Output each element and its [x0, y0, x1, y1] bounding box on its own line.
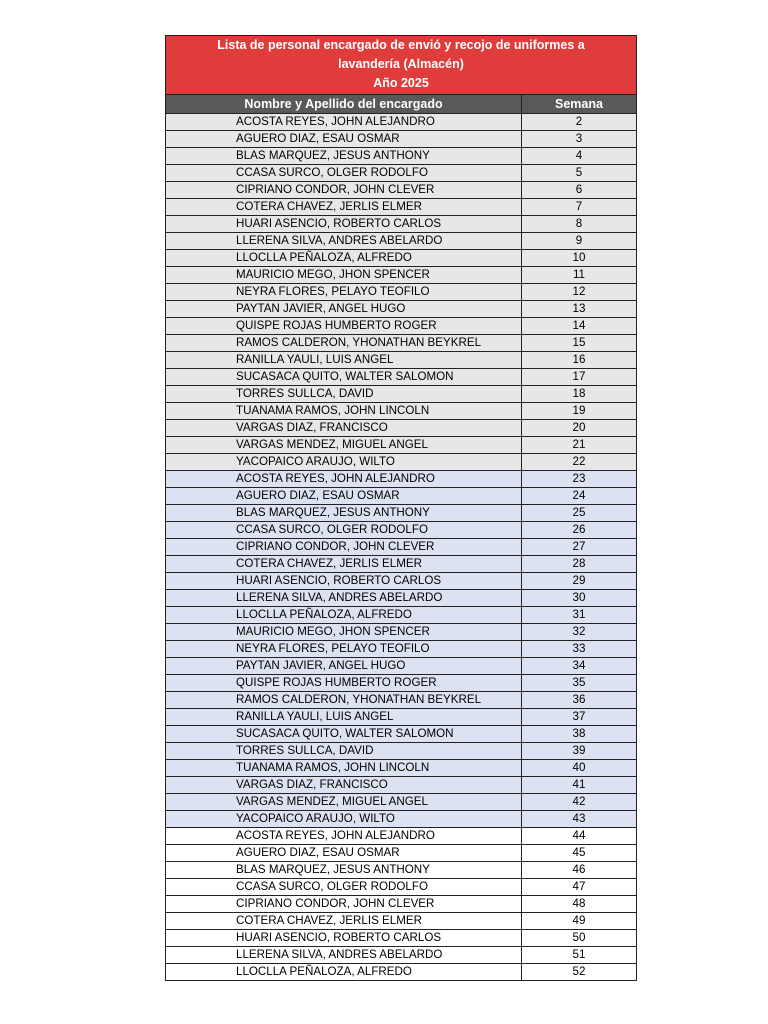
employee-name-cell: AGUERO DIAZ, ESAU OSMAR: [166, 131, 522, 148]
week-number-cell: 22: [522, 454, 637, 471]
week-number-cell: 33: [522, 641, 637, 658]
employee-name-cell: BLAS MARQUEZ, JESUS ANTHONY: [166, 862, 522, 879]
table-row: [166, 437, 636, 454]
employee-name-cell: LLOCLLA PEÑALOZA, ALFREDO: [166, 964, 522, 981]
employee-name-cell: CCASA SURCO, OLGER RODOLFO: [166, 165, 522, 182]
employee-name-cell: LLOCLLA PEÑALOZA, ALFREDO: [166, 607, 522, 624]
table-row: [166, 760, 636, 777]
title-line-3: Año 2025: [373, 76, 429, 90]
week-number-cell: 23: [522, 471, 637, 488]
week-number-cell: 34: [522, 658, 637, 675]
table-row: [166, 369, 636, 386]
week-number-cell: 47: [522, 879, 637, 896]
week-number-cell: 18: [522, 386, 637, 403]
week-number-cell: 16: [522, 352, 637, 369]
column-header-name: Nombre y Apellido del encargado: [166, 95, 522, 114]
week-number-cell: 26: [522, 522, 637, 539]
week-number-cell: 24: [522, 488, 637, 505]
table-row: [166, 148, 636, 165]
employee-name-cell: BLAS MARQUEZ, JESUS ANTHONY: [166, 148, 522, 165]
employee-name-cell: TUANAMA RAMOS, JOHN LINCOLN: [166, 760, 522, 777]
week-number-cell: 39: [522, 743, 637, 760]
table-row: [166, 573, 636, 590]
table-row: [166, 947, 636, 964]
employee-name-cell: CIPRIANO CONDOR, JOHN CLEVER: [166, 896, 522, 913]
employee-name-cell: CIPRIANO CONDOR, JOHN CLEVER: [166, 539, 522, 556]
title-block: [166, 36, 636, 95]
employee-name-cell: MAURICIO MEGO, JHON SPENCER: [166, 624, 522, 641]
week-number-cell: 44: [522, 828, 637, 845]
employee-name-cell: MAURICIO MEGO, JHON SPENCER: [166, 267, 522, 284]
week-number-cell: 2: [522, 114, 637, 131]
employee-name-cell: HUARI ASENCIO, ROBERTO CARLOS: [166, 573, 522, 590]
employee-name-cell: CCASA SURCO, OLGER RODOLFO: [166, 879, 522, 896]
employee-name-cell: NEYRA FLORES, PELAYO TEOFILO: [166, 641, 522, 658]
table-row: [166, 250, 636, 267]
table-row: [166, 403, 636, 420]
employee-name-cell: VARGAS DIAZ, FRANCISCO: [166, 777, 522, 794]
table-row: [166, 675, 636, 692]
week-number-cell: 20: [522, 420, 637, 437]
table-body: [166, 114, 636, 981]
employee-name-cell: COTERA CHAVEZ, JERLIS ELMER: [166, 199, 522, 216]
week-number-cell: 12: [522, 284, 637, 301]
week-number-cell: 52: [522, 964, 637, 981]
week-number-cell: 3: [522, 131, 637, 148]
week-number-cell: 49: [522, 913, 637, 930]
table-row: [166, 318, 636, 335]
week-number-cell: 46: [522, 862, 637, 879]
table-row: [166, 845, 636, 862]
table-row: [166, 420, 636, 437]
employee-name-cell: SUCASACA QUITO, WALTER SALOMON: [166, 369, 522, 386]
table-row: [166, 862, 636, 879]
week-number-cell: 14: [522, 318, 637, 335]
employee-name-cell: QUISPE ROJAS HUMBERTO ROGER: [166, 675, 522, 692]
week-number-cell: 25: [522, 505, 637, 522]
week-number-cell: 48: [522, 896, 637, 913]
week-number-cell: 4: [522, 148, 637, 165]
table-row: [166, 267, 636, 284]
employee-name-cell: ACOSTA REYES, JOHN ALEJANDRO: [166, 828, 522, 845]
employee-name-cell: TUANAMA RAMOS, JOHN LINCOLN: [166, 403, 522, 420]
week-number-cell: 30: [522, 590, 637, 607]
week-number-cell: 36: [522, 692, 637, 709]
employee-name-cell: LLERENA SILVA, ANDRES ABELARDO: [166, 233, 522, 250]
employee-name-cell: HUARI ASENCIO, ROBERTO CARLOS: [166, 216, 522, 233]
employee-name-cell: COTERA CHAVEZ, JERLIS ELMER: [166, 913, 522, 930]
table-row: [166, 182, 636, 199]
employee-name-cell: AGUERO DIAZ, ESAU OSMAR: [166, 488, 522, 505]
week-number-cell: 10: [522, 250, 637, 267]
week-number-cell: 21: [522, 437, 637, 454]
week-number-cell: 19: [522, 403, 637, 420]
title-line-1: Lista de personal encargado de envió y recojo de uniformes a: [217, 38, 585, 52]
table-row: [166, 539, 636, 556]
week-number-cell: 11: [522, 267, 637, 284]
week-number-cell: 13: [522, 301, 637, 318]
table-row: [166, 233, 636, 250]
employee-name-cell: AGUERO DIAZ, ESAU OSMAR: [166, 845, 522, 862]
table-row: [166, 454, 636, 471]
employee-name-cell: VARGAS MENDEZ, MIGUEL ANGEL: [166, 794, 522, 811]
week-number-cell: 28: [522, 556, 637, 573]
table-row: [166, 488, 636, 505]
table-row: [166, 658, 636, 675]
employee-name-cell: CCASA SURCO, OLGER RODOLFO: [166, 522, 522, 539]
employee-name-cell: PAYTAN JAVIER, ANGEL HUGO: [166, 301, 522, 318]
table-row: [166, 556, 636, 573]
employee-name-cell: LLOCLLA PEÑALOZA, ALFREDO: [166, 250, 522, 267]
employee-name-cell: COTERA CHAVEZ, JERLIS ELMER: [166, 556, 522, 573]
employee-name-cell: CIPRIANO CONDOR, JOHN CLEVER: [166, 182, 522, 199]
table-row: [166, 199, 636, 216]
week-number-cell: 29: [522, 573, 637, 590]
employee-name-cell: LLERENA SILVA, ANDRES ABELARDO: [166, 947, 522, 964]
employee-name-cell: RAMOS CALDERON, YHONATHAN BEYKREL: [166, 335, 522, 352]
week-number-cell: 51: [522, 947, 637, 964]
week-number-cell: 9: [522, 233, 637, 250]
week-number-cell: 17: [522, 369, 637, 386]
employee-name-cell: YACOPAICO ARAUJO, WILTO: [166, 811, 522, 828]
employee-name-cell: YACOPAICO ARAUJO, WILTO: [166, 454, 522, 471]
table-row: [166, 590, 636, 607]
table-row: [166, 386, 636, 403]
table-row: [166, 301, 636, 318]
week-number-cell: 35: [522, 675, 637, 692]
week-number-cell: 38: [522, 726, 637, 743]
employee-name-cell: ACOSTA REYES, JOHN ALEJANDRO: [166, 114, 522, 131]
employee-name-cell: TORRES SULLCA, DAVID: [166, 386, 522, 403]
schedule-table: [166, 95, 636, 981]
table-row: [166, 777, 636, 794]
table-row: [166, 913, 636, 930]
table-row: [166, 930, 636, 947]
table-row: [166, 505, 636, 522]
table-row: [166, 828, 636, 845]
table-row: [166, 896, 636, 913]
table-row: [166, 471, 636, 488]
table-row: [166, 692, 636, 709]
table-row: [166, 709, 636, 726]
table-row: [166, 216, 636, 233]
table-row: [166, 879, 636, 896]
week-number-cell: 45: [522, 845, 637, 862]
table-row: [166, 284, 636, 301]
table-row: [166, 641, 636, 658]
week-number-cell: 27: [522, 539, 637, 556]
employee-name-cell: NEYRA FLORES, PELAYO TEOFILO: [166, 284, 522, 301]
employee-name-cell: RANILLA YAULI, LUIS ANGEL: [166, 352, 522, 369]
week-number-cell: 37: [522, 709, 637, 726]
table-row: [166, 131, 636, 148]
table-row: [166, 743, 636, 760]
table-row: [166, 114, 636, 131]
employee-name-cell: TORRES SULLCA, DAVID: [166, 743, 522, 760]
employee-name-cell: SUCASACA QUITO, WALTER SALOMON: [166, 726, 522, 743]
week-number-cell: 15: [522, 335, 637, 352]
table-row: [166, 335, 636, 352]
table-row: [166, 165, 636, 182]
week-number-cell: 50: [522, 930, 637, 947]
employee-name-cell: ACOSTA REYES, JOHN ALEJANDRO: [166, 471, 522, 488]
header-row: [166, 95, 636, 114]
employee-name-cell: HUARI ASENCIO, ROBERTO CARLOS: [166, 930, 522, 947]
table-row: [166, 964, 636, 981]
employee-name-cell: QUISPE ROJAS HUMBERTO ROGER: [166, 318, 522, 335]
week-number-cell: 42: [522, 794, 637, 811]
week-number-cell: 32: [522, 624, 637, 641]
table-row: [166, 352, 636, 369]
table-row: [166, 624, 636, 641]
week-number-cell: 40: [522, 760, 637, 777]
table-row: [166, 726, 636, 743]
week-number-cell: 5: [522, 165, 637, 182]
week-number-cell: 8: [522, 216, 637, 233]
employee-name-cell: VARGAS DIAZ, FRANCISCO: [166, 420, 522, 437]
week-number-cell: 7: [522, 199, 637, 216]
employee-name-cell: RANILLA YAULI, LUIS ANGEL: [166, 709, 522, 726]
week-number-cell: 6: [522, 182, 637, 199]
employee-name-cell: VARGAS MENDEZ, MIGUEL ANGEL: [166, 437, 522, 454]
laundry-schedule-sheet: [165, 35, 637, 981]
week-number-cell: 43: [522, 811, 637, 828]
employee-name-cell: BLAS MARQUEZ, JESUS ANTHONY: [166, 505, 522, 522]
employee-name-cell: RAMOS CALDERON, YHONATHAN BEYKREL: [166, 692, 522, 709]
table-row: [166, 522, 636, 539]
week-number-cell: 31: [522, 607, 637, 624]
table-row: [166, 811, 636, 828]
employee-name-cell: PAYTAN JAVIER, ANGEL HUGO: [166, 658, 522, 675]
week-number-cell: 41: [522, 777, 637, 794]
column-header-week: Semana: [522, 95, 637, 114]
employee-name-cell: LLERENA SILVA, ANDRES ABELARDO: [166, 590, 522, 607]
table-row: [166, 794, 636, 811]
table-row: [166, 607, 636, 624]
title-line-2: lavandería (Almacén): [338, 57, 464, 71]
